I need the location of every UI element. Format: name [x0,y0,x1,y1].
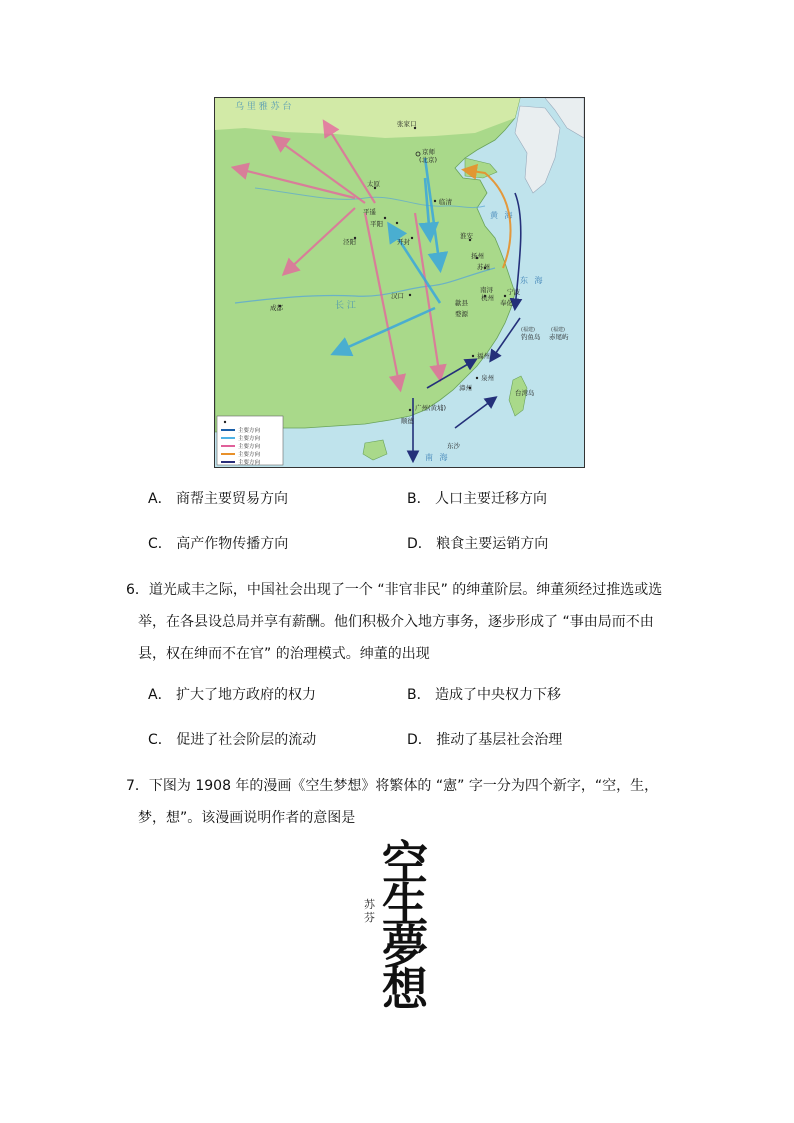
map-label-linqing: 临清 [439,198,452,206]
map-label-quanzhou: 泉州 [481,374,494,382]
map-legend [217,416,283,466]
q6-option-d: D． 推动了基层社会治理 [407,732,563,748]
map-label-jingshi: 京师 [422,148,435,156]
map-label-changjiang: 长 江 [335,301,356,311]
q6-option-a: A． 扩大了地方政府的权力 [148,687,317,703]
cartoon-char-3: 夢 [382,920,428,974]
map-label-dongsha: 东沙 [447,442,460,450]
q6-option-c: C． 促进了社会阶层的流动 [148,732,317,748]
map-label-taiyuan: 太原 [367,180,380,188]
question-6 [126,574,672,670]
map-label-kaifeng: 开封 [397,238,410,246]
map-label-taiwan: 台湾岛 [515,389,535,397]
q7-line-1: 7．下图为 1908 年的漫画《空生梦想》将繁体的 “憲” 字一分为四个新字，“空，生， [126,778,659,794]
cartoon-side-text: 苏芬 [364,898,375,924]
map-label-shexian: 歙县 [455,299,468,307]
map-label-chengdu: 成都 [270,304,283,312]
q5-option-a: A． 商帮主要贸易方向 [148,491,289,507]
map-label-shunde: 顺德 [401,417,414,425]
q5-option-c: C． 高产作物传播方向 [148,536,289,552]
map-label-diaoyu-prov: (福建) [521,327,535,333]
map-label-nanxun: 南浔 [480,286,493,294]
q5-option-b: B． 人口主要迁移方向 [407,491,548,507]
map-label-diaoyu: 钓鱼岛 [521,333,541,341]
question-7 [126,770,672,834]
cartoon-char-1: 空 [382,836,428,890]
map-label-chiwei: 赤尾屿 [549,333,569,341]
map-label-zhangzhou: 漳州 [459,384,472,392]
cartoon-char-4: 想 [382,962,428,1016]
map-label-fuzhou: 福州 [477,352,490,360]
map-label-hankou: 汉口 [391,292,404,300]
map-label-donghai: 东 海 [520,276,545,285]
map-label-nanhai: 南 海 [425,453,450,462]
legend-label-3: 主要方向 [238,444,261,450]
map-svg [215,98,584,467]
map-label-zhangjiakou: 张家口 [397,120,417,128]
map-label-pingyang: 平阳 [370,220,383,228]
q5-option-d: D． 粮食主要运销方向 [407,536,549,552]
map-label-chiwei-prov: (福建) [551,327,565,333]
q6-line-3: 县，权在绅而不在官” 的治理模式。绅董的出现 [138,646,430,662]
map-label-guangzhou: 广州(黄埔) [415,404,447,412]
map-label-fenghua: 奉化 [500,299,513,307]
map-label-pingyao: 平遥 [363,208,376,216]
map-label-jingyang: 泾阳 [343,238,356,246]
map-label-suzhou: 苏州 [477,263,490,271]
map-label-hangzhou: 杭州 [481,294,494,302]
q6-option-b: B． 造成了中央权力下移 [407,687,562,703]
cartoon-char-2: 生 [382,878,428,932]
map-label-huanghai: 黄 海 [490,211,515,220]
legend-label-4: 主要方向 [238,452,261,458]
legend-label-5: 主要方向 [238,460,261,466]
q6-line-1: 6．道光咸丰之际，中国社会出现了一个 “非官非民” 的绅董阶层。绅董须经过推选或选 [126,582,663,598]
legend-label-1: 主要方向 [238,428,261,434]
map-label-beijing: (北京) [419,156,438,164]
map-label-yangzhou: 扬州 [471,252,484,260]
cartoon-kongsheng-mengxiang [360,836,440,1016]
map-label-ningbo: 宁波 [507,288,520,296]
q7-line-2: 梦，想”。该漫画说明作者的意图是 [138,810,356,826]
q6-line-2: 举，在各县设总局并享有薪酬。他们积极介入地方事务，逐步形成了 “事由局而不由 [138,614,654,630]
map-label-huaian: 淮安 [460,232,473,240]
trade-routes-map [214,97,585,468]
map-label-wuyuan: 婺源 [455,310,468,318]
map-label-wulisutai: 乌 里 雅 苏 台 [235,102,292,112]
legend-label-2: 主要方向 [238,436,261,442]
